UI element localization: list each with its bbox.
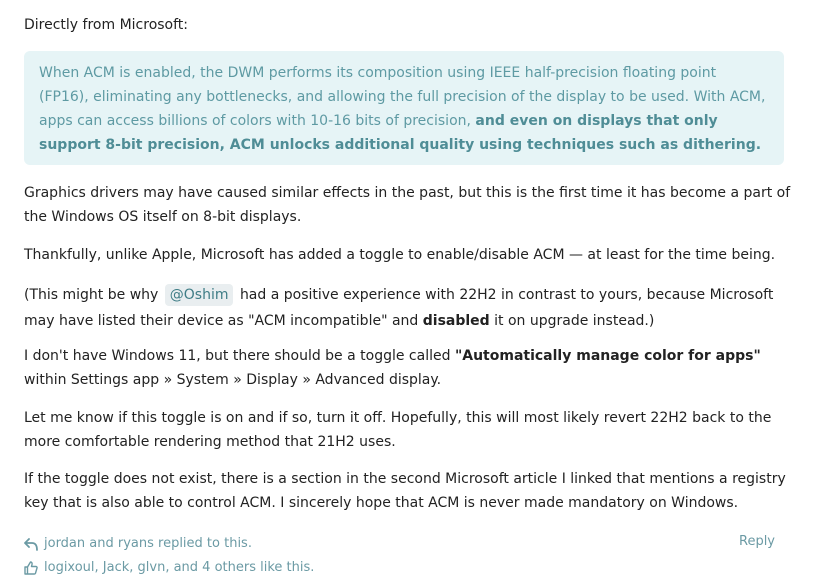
p3-before: (This might be why (24, 287, 159, 303)
p4-before: I don't have Windows 11, but there should be a toggle called (24, 348, 451, 364)
paragraph-mention (24, 282, 794, 334)
p3-bold: disabled (422, 313, 490, 329)
p4-bold: "Automatically manage color for apps" (454, 348, 761, 364)
replied-row[interactable] (24, 534, 252, 554)
paragraph-let-me-know: Let me know if this toggle is on and if so, turn it off. Hopefully, this will most likely revert 22H2 back to the more comfortable rendering method that 21H2 uses. (24, 410, 772, 450)
quote-text: When ACM is enabled, the DWM performs its composition using IEEE half-precision floating point (FP16), eliminating any bottlenecks, and allowing the full precision of the display to be used. With ACM, apps can access billions of colors with 10-16 bits of precision, (39, 65, 766, 129)
thumbs-up-icon (24, 561, 38, 575)
quote-intro: Directly from Microsoft: (24, 17, 189, 33)
replied-text[interactable]: jordan and ryans replied to this. (44, 536, 252, 551)
p3-middle: had a positive experience with 22H2 in contrast to yours, because Microsoft may have listed their device as "ACM incompatible" and (24, 287, 774, 329)
quote-bold-text: and even on displays that only support 8-bit precision, ACM unlocks additional quality using techniques such as dithering. (39, 113, 762, 153)
p3-after: it on upgrade instead.) (494, 313, 655, 329)
p4-after: within Settings app » System » Display » Advanced display. (24, 372, 442, 388)
reply-arrow-icon (24, 538, 38, 551)
user-mention-link[interactable]: @Oshim (165, 284, 234, 306)
paragraph-registry: If the toggle does not exist, there is a section in the second Microsoft article I linked that mentions a registry key that is also able to control ACM. I sincerely hope that ACM is never made mandatory on Windows. (24, 471, 786, 511)
paragraph-settings (24, 344, 794, 392)
reply-button[interactable]: Reply (739, 534, 776, 549)
likes-row[interactable] (24, 558, 314, 578)
paragraph-graphics-drivers: Graphics drivers may have caused similar effects in the past, but this is the first time it has become a part of the Windows OS itself on 8-bit displays. (24, 185, 791, 225)
blockquote (24, 51, 784, 165)
paragraph-toggle-intro: Thankfully, unlike Apple, Microsoft has added a toggle to enable/disable ACM — at least for the time being. (24, 247, 776, 263)
likes-text[interactable]: logixoul, Jack, glvn, and 4 others like this. (44, 560, 315, 575)
